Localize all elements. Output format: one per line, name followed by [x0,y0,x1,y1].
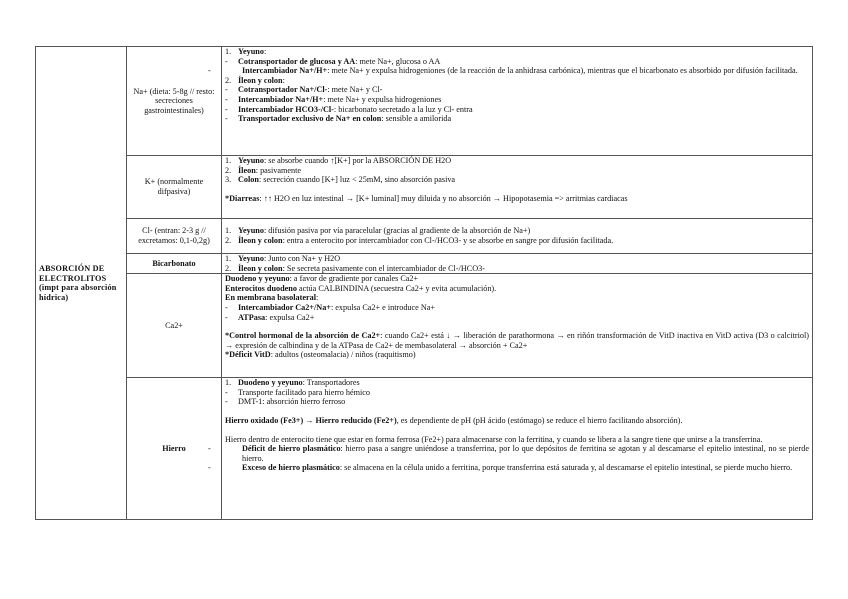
iron-details: 1. Duodeno y yeyuno: Transportadores - Transporte facilitado para hierro hémico - DMT-1: absorción hierro ferroso Hierro oxidado (Fe3+) → Hierro reducido (Fe2+), es dependiente de pH (pH ácido (estómago) se reduce el hierro facilitando absorción). Hierro dentro de enterocito tiene que estar en forma ferrosa (Fe2+) para almacenarse con la ferritina, y cuando se libera a la sangre tiene que unirse a la transferrina. - Déficit de hierro plasmático: hierro pasa a sangre uniéndose a transferrina, por lo que depósitos de ferritina se agotan y al descamarse el epitelio intestinal, no se pierde hierro. - Exceso de hierro plasmático: se almacena en la célula unido a ferritina, porque transferrina está saturada y, al descamarse el epitelio intestinal, se pierde mucho hierro. [222,378,813,520]
potassium-details: 1. Yeyuno: se absorbe cuando ↑[K+] por la ABSORCIÓN DE H2O 2. Íleon: pasivamente 3. Colon: secreción cuando [K+] luz < 25mM, sino absorción pasiva *Diarreas: ↑↑ H2O en luz intestinal → [K+ luminal] muy diluida y no absorción → Hipopotasemia => arritmias cardiacas [222,156,813,219]
electrolyte-name-potassium: K+ (normalmente difpasiva) [127,156,222,219]
bicarbonate-details: 1. Yeyuno: Junto con Na+ y H2O 2. Íleon y colon: Se secreta pasivamente con el intercambiador de Cl-/HCO3- [222,254,813,274]
electrolyte-name-calcium: Ca2+ [127,274,222,378]
chloride-details: 1. Yeyuno: difusión pasiva por vía paracelular (gracias al gradiente de la absorción de Na+) 2. Íleon y colon: entra a enterocito por intercambiador con Cl-/HCO3- y se absorbe en sangre por difusión facilitada. [222,219,813,254]
electrolyte-name-iron: Hierro [127,378,222,520]
table-row-bicarbonate [36,254,813,274]
calcium-details: Duodeno y yeyuno: a favor de gradiente por canales Ca2+ Enterocitos duodeno actúa CALBINDINA (secuestra Ca2+ y evita acumulación). En membrana basolateral: - Intercambiador Ca2+/Na+: expulsa Ca2+ e introduce Na+ - ATPasa: expulsa Ca2+ *Control hormonal de la absorción de Ca2+: cuando Ca2+ está ↓ → liberación de parathormona → en riñón transformación de VitD inactiva en VitD activa (D3 o calcitriol) → expresión de calbindina y de la ATPasa de Ca2+ de membasolateral → absorción + Ca2+ *Déficit VitD: adultos (osteomalacia) / niños (raquitismo) [222,274,813,378]
table-row-chloride [36,219,813,254]
electrolyte-absorption-table [35,46,813,520]
sodium-details: 1. Yeyuno: - Cotransportador de glucosa y AA: mete Na+, glucosa o AA - Intercambiador Na+/H+: mete Na+ y expulsa hidrogeniones (de la reacción de la anhidrasa carbónica), mientras que el bicarbonato es absorbido por difusión facilitada. 2. Íleon y colon: - Cotransportador Na+/Cl-: mete Na+ y Cl- - Intercambiador Na+/H+: mete Na+ y expulsa hidrogeniones - Intercambiador HCO3-/Cl-: bicarbonato secretado a la luz y Cl- entra - Transportador exclusivo de Na+ en colon: sensible a amilorida [222,47,813,156]
table-row-potassium [36,156,813,219]
table-row-iron [36,378,813,520]
table-row-calcium [36,274,813,378]
section-title: ABSORCIÓN DE ELECTROLITOS (impt para absorción hídrica) [36,47,127,520]
electrolyte-name-chloride: Cl- (entran: 2-3 g // excretamos: 0,1-0,2g) [127,219,222,254]
table-row-sodium [36,47,813,156]
electrolyte-name-bicarbonate: Bicarbonato [127,254,222,274]
electrolyte-name-sodium: Na+ (dieta: 5-8g // resto: secreciones gastrointestinales) [127,47,222,156]
